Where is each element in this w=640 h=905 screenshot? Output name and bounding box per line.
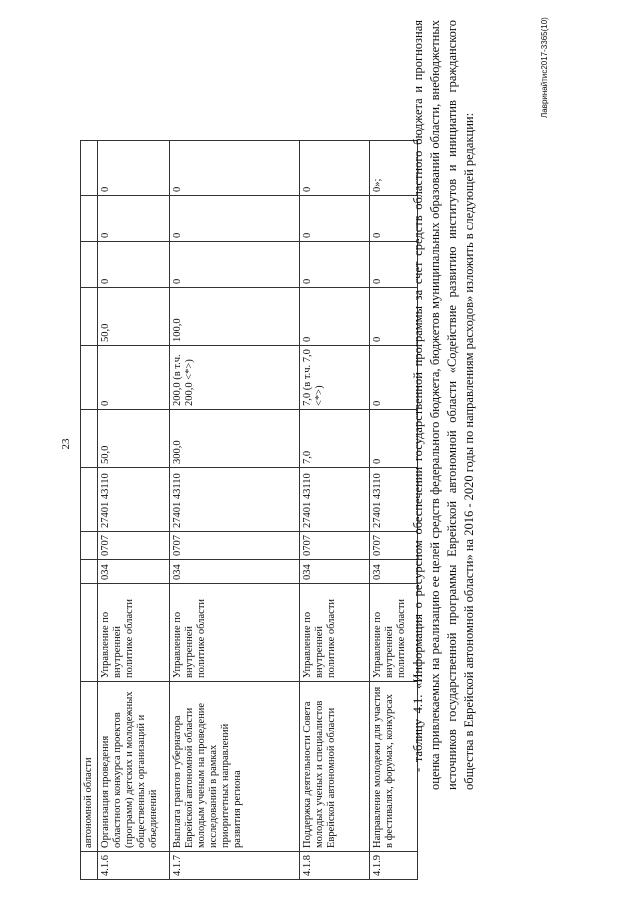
cell-y2020: 0 [170, 141, 300, 196]
cell-empty [81, 410, 98, 468]
cell-executor: Управление по внутренней политике области [170, 584, 300, 682]
cell-num: 4.1.9 [370, 852, 418, 880]
cell-csr: 27401 43110 [370, 468, 418, 532]
rotated-content [0, 20, 560, 880]
cell-y2017: 0 [300, 288, 370, 346]
table-row [98, 141, 170, 880]
cell-y2019: 0 [370, 196, 418, 242]
cell-grbs: 034 [370, 560, 418, 584]
cell-grbs: 034 [300, 560, 370, 584]
cell-y2018: 0 [98, 242, 170, 288]
cell-y2020: 0 [300, 141, 370, 196]
cell-total: 300,0 [170, 410, 300, 468]
cell-executor: Управление по внутренней политике области [370, 584, 418, 682]
cell-y2018: 0 [300, 242, 370, 288]
cell-y2019: 0 [170, 196, 300, 242]
cell-total: 0 [370, 410, 418, 468]
cell-continuation: автономной области [81, 682, 98, 852]
cell-y2016: 200,0 (в т.ч. 200,0 <*>) [170, 346, 300, 410]
cell-csr: 27401 43110 [170, 468, 300, 532]
cell-y2016: 0 [370, 346, 418, 410]
cell-grbs: 034 [98, 560, 170, 584]
cell-y2020: 0»; [370, 141, 418, 196]
amendment-paragraph [410, 20, 478, 790]
cell-y2017: 100,0 [170, 288, 300, 346]
cell-num: 4.1.7 [170, 852, 300, 880]
cell-y2019: 0 [300, 196, 370, 242]
cell-num: 4.1.6 [98, 852, 170, 880]
cell-empty [81, 141, 98, 196]
cell-name: Направление молодежи для участия в фестивалях, форумах, конкурсах [370, 682, 418, 852]
cell-csr: 27401 43110 [98, 468, 170, 532]
document-id: Лавринайтис2017-3365(10) [540, 17, 549, 118]
cell-y2019: 0 [98, 196, 170, 242]
cell-executor: Управление по внутренней политике области [98, 584, 170, 682]
cell-total: 7,0 [300, 410, 370, 468]
cell-empty [81, 242, 98, 288]
cell-empty [81, 346, 98, 410]
table-row-continuation [81, 141, 98, 880]
cell-empty [81, 560, 98, 584]
cell-y2018: 0 [170, 242, 300, 288]
cell-rz: 0707 [98, 532, 170, 560]
cell-y2020: 0 [98, 141, 170, 196]
cell-name: Выплата грантов губернатора Еврейской автономной области молодым ученым на проведение исследований в рамках приоритетных направлений развития региона [170, 682, 300, 852]
cell-empty [81, 532, 98, 560]
table-row [300, 141, 370, 880]
cell-y2017: 0 [370, 288, 418, 346]
cell-y2018: 0 [370, 242, 418, 288]
cell-total: 50,0 [98, 410, 170, 468]
cell-rz: 0707 [370, 532, 418, 560]
cell-y2017: 50,0 [98, 288, 170, 346]
cell-y2016: 7,0 (в т.ч. 7,0 <*>) [300, 346, 370, 410]
cell-rz: 0707 [170, 532, 300, 560]
table-row [170, 141, 300, 880]
cell-grbs: 034 [170, 560, 300, 584]
cell-name: Поддержка деятельности Совета молодых ученых и специалистов Еврейской автономной области [300, 682, 370, 852]
cell-y2016: 0 [98, 346, 170, 410]
cell-empty [81, 468, 98, 532]
resource-table [80, 140, 418, 880]
page-number: 23 [60, 438, 72, 450]
cell-name: Организация проведения областного конкурса проектов (программ) детских и молодежных общественных организаций и объединений [98, 682, 170, 852]
paragraph-text: - таблицу 4.1. «Информация о ресурсном обеспечении государственной программы за счет средств областного бюджета и прогнозная оценка привлекаемых на реализацию ее целей средств федерального бюджета, бюджетов муниципальных образований области, внебюджетных источников государственной программы Еврейской автономной области «Содействие развитию институтов и инициатив гражданского общества в Еврейской автономной области» на 2016 - 2020 годы по направлениям расходов» изложить в следующей редакции: [411, 20, 476, 790]
cell-rz: 0707 [300, 532, 370, 560]
cell-empty [81, 584, 98, 682]
cell-empty [81, 288, 98, 346]
cell-num: 4.1.8 [300, 852, 370, 880]
cell-empty [81, 852, 98, 880]
cell-empty [81, 196, 98, 242]
cell-csr: 27401 43110 [300, 468, 370, 532]
cell-executor: Управление по внутренней политике области [300, 584, 370, 682]
